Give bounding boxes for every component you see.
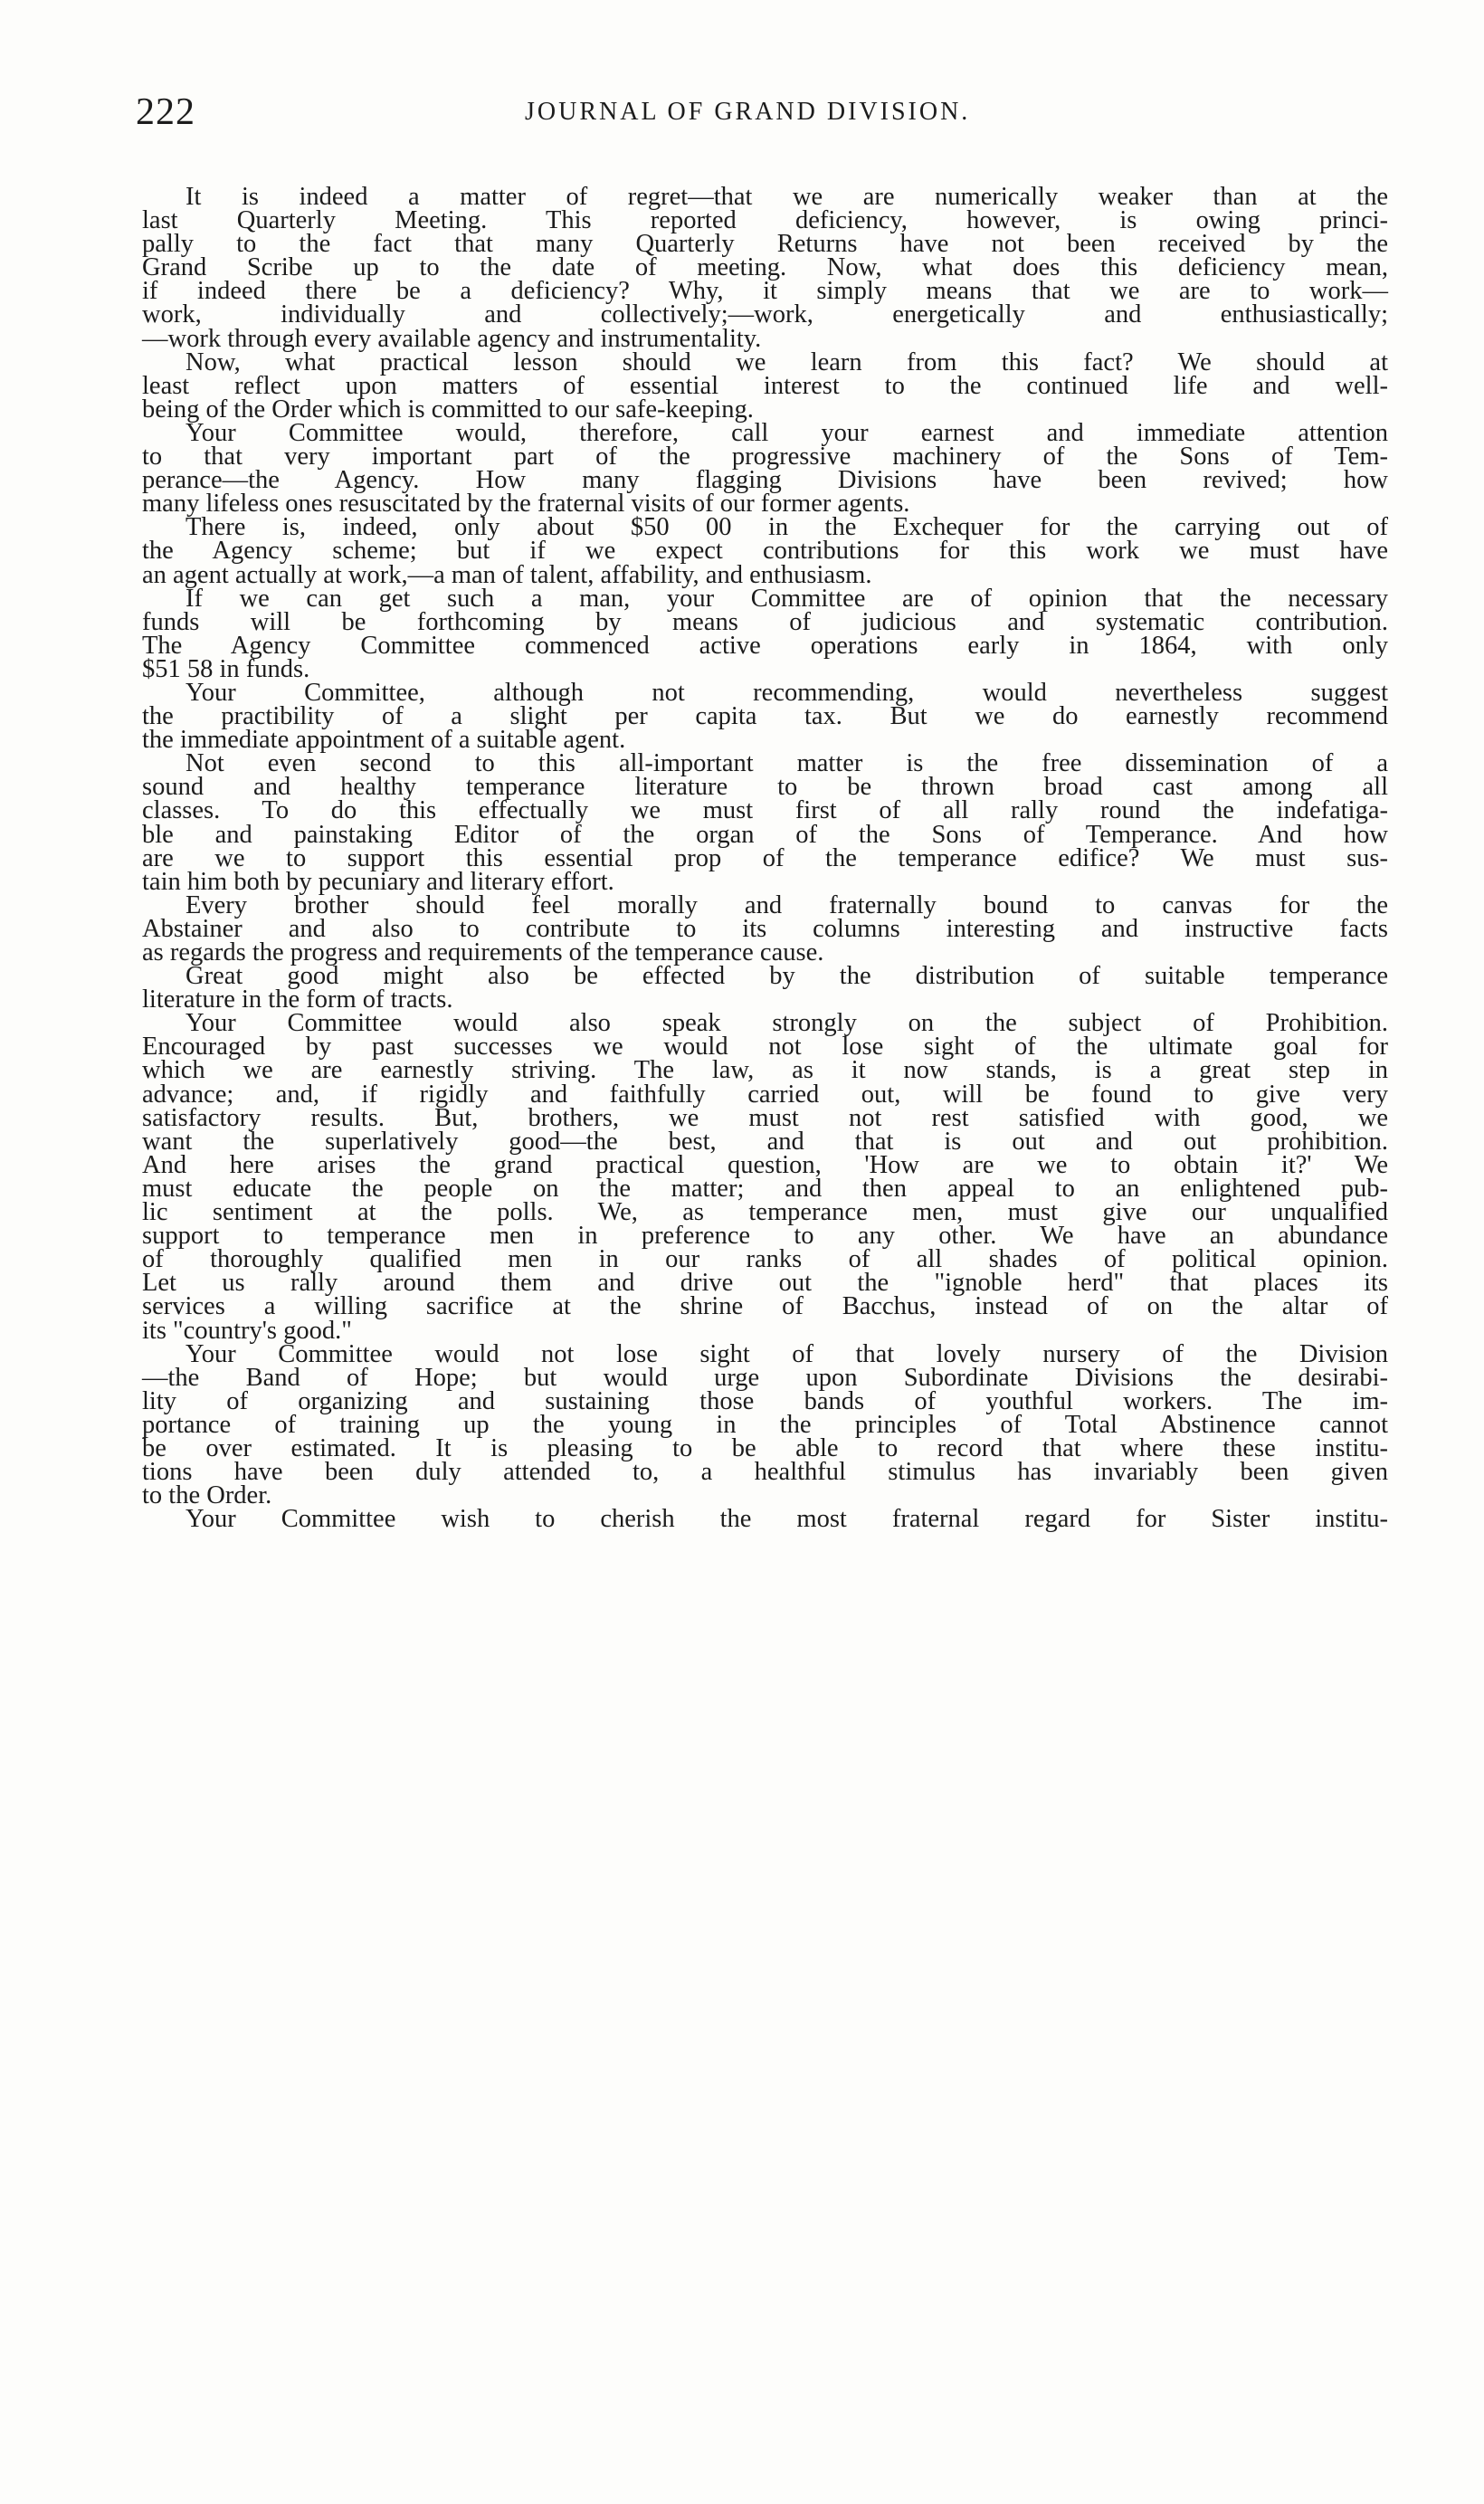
text-line: Your Committee, although not recommending, would nevertheless suggest <box>186 678 1388 707</box>
running-head <box>136 90 1384 145</box>
text-line: $51 58 in funds. <box>142 654 310 683</box>
text-line: —the Band of Hope; but would urge upon Subordinate Divisions the desirabi- <box>142 1363 1388 1392</box>
text-line: Great good might also be effected by the distribution of suitable temperance <box>186 962 1388 991</box>
text-line: of thoroughly qualified men in our ranks of all shades of political opinion. <box>142 1245 1388 1274</box>
text-line: the immediate appointment of a suitable agent. <box>142 726 626 755</box>
text-line: many lifeless ones resuscitated by the fraternal visits of our former agents. <box>142 490 910 519</box>
text-line: classes. To do this effectually we must first of all rally round the indefatiga- <box>142 796 1388 825</box>
text-line: Your Committee would also speak strongly on the subject of Prohibition. <box>186 1009 1388 1038</box>
text-line: —work through every available agency and instrumentality. <box>142 324 762 353</box>
text-line: There is, indeed, only about $50 00 in the Exchequer for the carrying out of <box>186 513 1388 542</box>
text-line: satisfactory results. But, brothers, we must not rest satisfied with good, we <box>142 1103 1388 1132</box>
text-line: last Quarterly Meeting. This reported deficiency, however, is owing princi- <box>142 206 1388 235</box>
text-line: perance—the Agency. How many flagging Divisions have been revived; how <box>142 466 1388 495</box>
text-line: Grand Scribe up to the date of meeting. Now, what does this deficiency mean, <box>142 253 1388 282</box>
text-line: And here arises the grand practical question, 'How are we to obtain it?' We <box>142 1150 1388 1179</box>
running-title: JOURNAL OF GRAND DIVISION. <box>525 98 971 126</box>
text-line: lic sentiment at the polls. We, as temperance men, must give our unqualified <box>142 1198 1388 1227</box>
text-line: the practibility of a slight per capita tax. But we do earnestly recommend <box>142 702 1388 731</box>
text-line: the Agency scheme; but if we expect contributions for this work we must have <box>142 537 1388 566</box>
text-line: which we are earnestly striving. The law, as it now stands, is a great step in <box>142 1056 1388 1085</box>
text-line: as regards the progress and requirements of the temperance cause. <box>142 938 824 966</box>
text-line: funds will be forthcoming by means of judicious and systematic contribution. <box>142 607 1388 636</box>
text-line: Let us rally around them and drive out the "ignoble herd" that places its <box>142 1269 1388 1298</box>
body-text <box>142 183 1388 1534</box>
text-line: being of the Order which is committed to our safe-keeping. <box>142 395 754 424</box>
text-line: if indeed there be a deficiency? Why, it simply means that we are to work— <box>142 277 1388 306</box>
text-line: tain him both by pecuniary and literary effort. <box>142 867 614 896</box>
text-line: Your Committee wish to cherish the most fraternal regard for Sister institu- <box>186 1505 1388 1534</box>
text-line: want the superlatively good—the best, and that is out and out prohibition. <box>142 1127 1388 1156</box>
text-line: Now, what practical lesson should we learn from this fact? We should at <box>186 348 1388 376</box>
text-line: to the Order. <box>142 1481 272 1510</box>
text-line: lity of organizing and sustaining those bands of youthful workers. The im- <box>142 1386 1388 1415</box>
text-line: Encouraged by past successes we would not lose sight of the ultimate goal for <box>142 1033 1388 1062</box>
text-line: Your Committee would not lose sight of that lovely nursery of the Division <box>186 1339 1388 1368</box>
text-line: to that very important part of the progressive machinery of the Sons of Tem- <box>142 443 1388 471</box>
text-line: ble and painstaking Editor of the organ of the Sons of Temperance. And how <box>142 820 1388 849</box>
text-line: Every brother should feel morally and fraternally bound to canvas for the <box>186 890 1388 919</box>
text-line: support to temperance men in preference to any other. We have an abundance <box>142 1222 1388 1251</box>
page-number: 222 <box>136 91 195 133</box>
text-line: Not even second to this all-important matter is the free dissemination of a <box>186 749 1388 778</box>
text-line: services a willing sacrifice at the shrine of Bacchus, instead of on the altar of <box>142 1292 1388 1321</box>
text-line: sound and healthy temperance literature to be thrown broad cast among all <box>142 773 1388 802</box>
text-line: Your Committee would, therefore, call your earnest and immediate attention <box>186 418 1388 447</box>
text-line: be over estimated. It is pleasing to be able to record that where these institu- <box>142 1433 1388 1462</box>
text-line: must educate the people on the matter; and then appeal to an enlightened pub- <box>142 1174 1388 1203</box>
text-line: pally to the fact that many Quarterly Returns have not been received by the <box>142 230 1388 259</box>
text-line: are we to support this essential prop of the temperance edifice? We must sus- <box>142 843 1388 872</box>
text-line: work, individually and collectively;—work, energetically and enthusiastically; <box>142 300 1388 329</box>
text-line: portance of training up the young in the principles of Total Abstinence cannot <box>142 1410 1388 1439</box>
text-line: advance; and, if rigidly and faithfully carried out, will be found to give very <box>142 1080 1388 1109</box>
text-line: The Agency Committee commenced active operations early in 1864, with only <box>142 631 1388 660</box>
text-line: It is indeed a matter of regret—that we are numerically weaker than at the <box>186 183 1388 211</box>
text-line: If we can get such a man, your Committee are of opinion that the necessary <box>186 584 1388 613</box>
text-line: tions have been duly attended to, a healthful stimulus has invariably been given <box>142 1458 1388 1487</box>
text-line: Abstainer and also to contribute to its columns interesting and instructive facts <box>142 914 1388 943</box>
text-line: literature in the form of tracts. <box>142 985 453 1014</box>
text-line: least reflect upon matters of essential interest to the continued life and well- <box>142 371 1388 400</box>
text-line: its "country's good." <box>142 1316 352 1345</box>
text-line: an agent actually at work,—a man of talent, affability, and enthusiasm. <box>142 560 872 589</box>
